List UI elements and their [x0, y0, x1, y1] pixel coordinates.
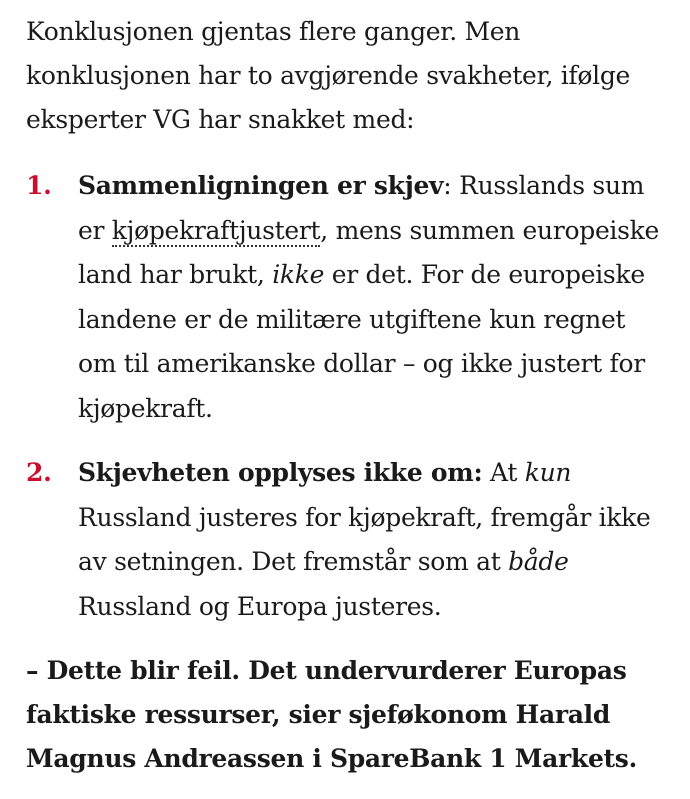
term-explainer-link[interactable]: kjøpekraftjustert: [111, 215, 321, 245]
list-number: 2.: [26, 458, 52, 487]
point-text: Russland og Europa justeres.: [78, 591, 442, 621]
point-emphasis: både: [508, 547, 569, 576]
list-item: [26, 164, 664, 431]
point-text: Russland justeres for kjøpekraft, fremgår ikke av setningen. Det fremstår som at: [78, 502, 651, 576]
point-emphasis: kun: [524, 458, 572, 487]
point-text: At: [482, 458, 525, 487]
point-text: , mens summen europeiske land har brukt,: [78, 215, 660, 289]
point-text: : Russlands sum er: [78, 171, 645, 245]
list-number: 1.: [26, 171, 52, 200]
point-lead: Skjevheten opplyses ikke om:: [78, 458, 483, 487]
list-item: [26, 451, 664, 629]
point-text: er det. For de europeiske landene er de militære utgiftene kun regnet om til amerikanske dollar – og ikke justert for kjøpekraft.: [78, 260, 645, 423]
quote-paragraph: – Dette blir feil. Det undervurderer Europas faktiske ressurser, sier sjeføkonom Harald Magnus Andreassen i SpareBank 1 Markets.: [26, 656, 637, 773]
point-emphasis: ikke: [272, 260, 325, 289]
point-lead: Sammenligningen er skjev: [78, 171, 444, 200]
intro-paragraph: Konklusjonen gjentas flere ganger. Men konklusjonen har to avgjørende svakheter, ifølge eksperter VG har snakket med:: [26, 17, 631, 134]
numbered-list: [26, 164, 664, 629]
